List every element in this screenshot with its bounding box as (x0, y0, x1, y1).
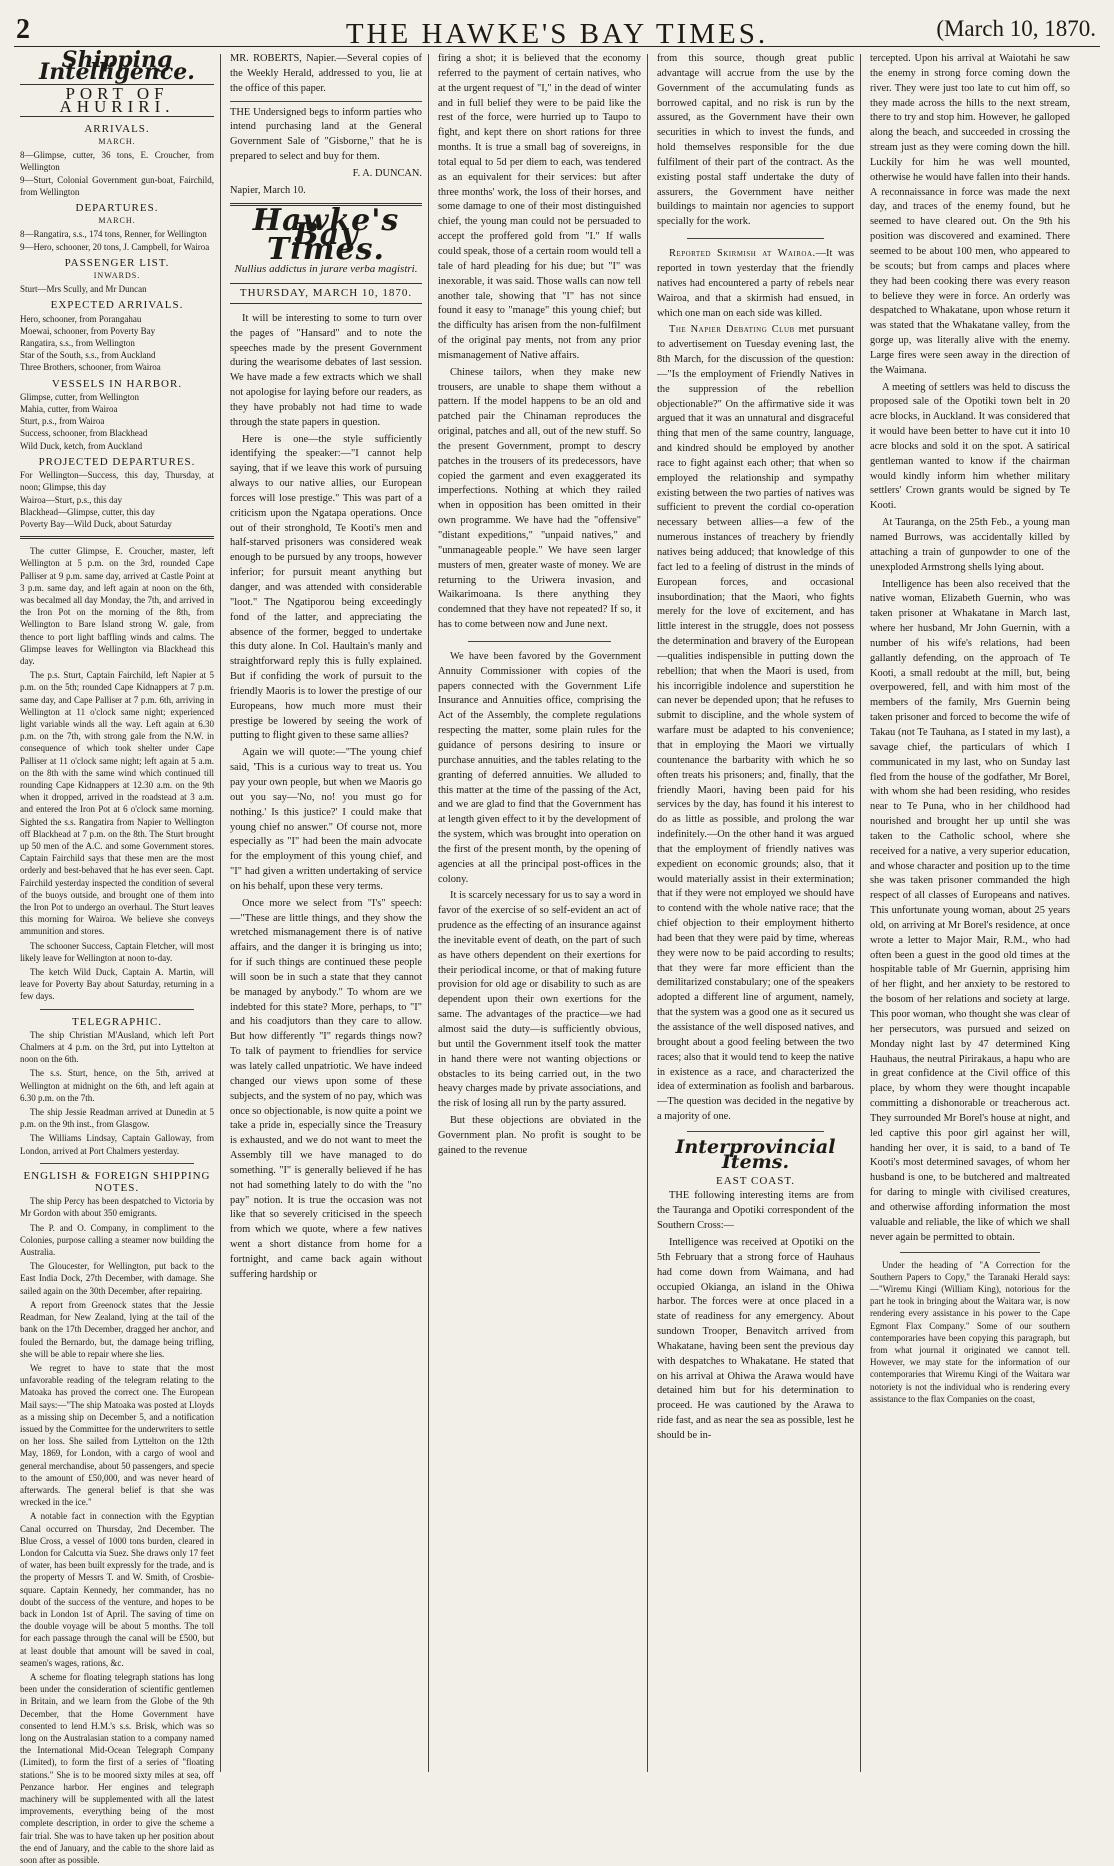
expected-item: Rangatira, s.s., from Wellington (20, 338, 135, 349)
masthead (14, 6, 1100, 50)
column-editorial-2 (432, 52, 647, 1774)
column-editorial (224, 52, 428, 1774)
vessel-item: Sturt, p.s., from Wairoa (20, 416, 105, 427)
interprovincial-paragraph: Intelligence was received at Opotiki on the 5th February that a strong force of Hauhaus had come down from Waimana, and had occupied Okianga, an island in the Ohiwa harbor. The forces were at once placed in a state of readiness for any emergency. About sundown Trooper, Benavitch arrived from Whakatane, having been sent the previous day with despatches to Whakatane. He stated that on his arrival at Ohiwa the Arawa would have detained him but for his determination to proceed. He was cautioned by the Arawa to ride fast, and as near the sea as possible, lest he should be in- (657, 1236, 854, 1441)
telegraphic-item: The s.s. Sturt, hence, on the 5th, arrived at Wellington at midnight on the 6th, and left again at 6.30 p.m. on the 7th. (20, 1068, 214, 1103)
editorial-paragraph: Once more we select from "I's" speech:—"These are little things, and they show the wretched mismanagement there is of native affairs, and the danger it is bringing us into; for if such things are continued these people will soon be in such a state that they cannot be managed by anybody." To whom are we indebted for this state? More, perhaps, to "I" and his coadjutors than they care to allow. But how differently "I" regards things now? To talk of payment to friendlies for service was lately called unpatriotic. We have indeed changed our views upon some of these subjects, and the system of no pay, which was once so objectionable, is now quite a point we take a pride in, especially since the Treasury is exhausted, and we do not want to meet the Assembly till we have managed to do something. "I" is generally believed if he has not had something lately to do with the "no pay" notion. It is true the occasion was not like that so severely criticised in the speech from which we quote, where a few natives went a short distance from home for a fortnight, and came back again without suffering hardship or (230, 897, 422, 1280)
column-interprovincial (864, 52, 1076, 1774)
motto: Nullius addictus in jurare verba magistri. (234, 263, 418, 276)
vessels-heading: VESSELS IN HARBOR. (51, 377, 183, 390)
shipping-news: The p.s. Sturt, Captain Fairchild, left Napier at 5 p.m. on the 5th; rounded Cape Kidnappers at 7 p.m. same day, and Cape Palliser at 7 p.m. 6th, arriving in Wellington at 11 o'clock same night; experienced light variable winds all the way. Left again at 6.30 p.m. on the 7th, with strong gale from the N.W. in consequence of which took shelter under Cape Palliser at 11 o'clock same night; left again at 5 a.m. on the 8th with the same wind which continued till rounding Cape Kidnappers at 12.30 a.m. on the 9th when it dropped, arrived in the roadstead at 3 a.m. and entered the Iron Pot at 6 o'clock same morning. Sighted the s.s. Rangatira from Napier to Wellington off Blackhead at 7 p.m. on the 8th. The Sturt brought up 50 men of the A.C. and some Government stores. Captain Fairchild says that these men are the most orderly and best-behaved that he has ever seen. Capt. Fairchild yesterday inspected the condition of several of the buoys outside, and brought one of them into the Iron Pot to undergo an overhaul. The Sturt leaves this morning for Wairoa. We believe she conveys ammunition and stores. (20, 670, 214, 937)
arrival-item: 8—Glimpse, cutter, 36 tons, E. Croucher, from Wellington (20, 150, 214, 173)
english-shipping-heading: ENGLISH & FOREIGN SHIPPING NOTES. (23, 1169, 211, 1195)
shipping-news: The cutter Glimpse, E. Croucher, master, left Wellington at 5 p.m. on the 3rd, rounded Cape Palliser at 9 p.m. same day, arrived at Castle Point at 3 p.m. same day, and left again at noon on the 6th, was becalmed all day Monday, the 7th, and arrived in the Iron Pot on the morning of the 8th, from Wellington to Bare Island strong W. gale, from thence to port light baffling winds and calms. The Glimpse leaves for Wellington via Blackhead this day. (20, 546, 214, 666)
interprovincial-paragraph: tercepted. Upon his arrival at Waiotahi he saw the enemy in strong force coming down the river. They were just too late to cut him off, so they made across the hills to the next stream, there to try and stop him. However, he galloped along the beach, and succeeded in crossing the stream just as they were coming down the hill. Luckily for him he was well mounted, otherwise he would have fallen into their hands. A reconnaissance in force was made the next day, and traces of the enemy found, but he seemed to have cleared out. On the 9th his position was discovered and examined. There seemed to be about 100 men, who appeared to be scouts; but from camps and places where they had been cooking there was every reason to believe they were in force. An orderly was despatched to Whakatane, upon whose return it was stated that the Whakatane valley, from the gorge up, was literally alive with the enemy. Large fires were seen away in the direction of the Waimana. (870, 53, 1070, 376)
projected-item: Poverty Bay—Wild Duck, about Saturday (20, 518, 172, 529)
newspaper-title: THE HAWKE'S BAY TIMES. (345, 18, 769, 50)
page-number: 2 (16, 14, 30, 45)
interprovincial-heading: Interprovincial Items. (675, 1135, 836, 1173)
arrival-item: 9—Sturt, Colonial Government gun-boat, Fairchild, from Wellington (20, 174, 214, 197)
departure-item: 8—Rangatira, s.s., 174 tons, Renner, for Wellington (20, 229, 207, 240)
telegraphic-item: The ship Jessie Readman arrived at Dunedin at 5 p.m. on the 9th inst., from Glasgow. (20, 1107, 214, 1130)
expected-item: Star of the South, s.s., from Auckland (20, 350, 156, 361)
annuity-paragraph: We have been favored by the Government Annuity Commissioner with copies of the papers connected with the Government Life Insurance and Annuities office, comprising the Act of the Assembly, the complete regulations respecting the matter, some plain rules for the guidance of persons desiring to insure or purchase annuities, and the tables relating to the granting of deferred annuities. We alluded to this matter at the time of the passing of the Act, and we are glad to find that the Government has at length given effect to it by the development of the system, which was brought into operation on the first of the present month, by the opening of agencies at all the principal post-offices in the colony. (438, 650, 641, 885)
notice-text: MR. ROBERTS, Napier.—Several copies of the Weekly Herald, addressed to you, lie at the office of this paper. (230, 53, 422, 94)
month-label: MARCH. (98, 137, 136, 147)
shipping-news: The schooner Success, Captain Fletcher, will most likely leave for Wellington at noon to-day. (20, 940, 214, 963)
vessel-item: Wild Duck, ketch, from Auckland (20, 440, 143, 451)
vessel-item: Success, schooner, from Blackhead (20, 428, 148, 439)
month-label: MARCH. (98, 216, 136, 226)
vessel-item: Glimpse, cutter, from Wellington (20, 391, 139, 402)
projected-heading: PROJECTED DEPARTURES. (38, 455, 196, 468)
projected-item: For Wellington—Success, this day, Thursday, at noon; Glimpse, this day (20, 470, 214, 493)
projected-item: Wairoa—Sturt, p.s., this day (20, 494, 123, 505)
skirmish-heading: Reported Skirmish at Wairoa. (669, 248, 816, 260)
departures-heading: DEPARTURES. (75, 202, 159, 215)
expected-item: Hero, schooner, from Porangahau (20, 313, 142, 324)
notice-duncan (230, 106, 422, 199)
arrivals-heading: ARRIVALS. (84, 122, 150, 135)
passenger-item: Sturt—Mrs Scully, and Mr Duncan (20, 284, 147, 295)
interprovincial-paragraph: A meeting of settlers was held to discuss the proposed sale of the Opotiki town belt in 20 acre blocks, in Auckland. It was considered that it would have been better to have cut it into 10 acre blocks and sold it on the spot. A satirical gentleman wanted to know if the chairman would kindly inform him whether military settlers' Crown grants would be signed by Te Kooti. (870, 381, 1070, 512)
shipping-heading: Shipping Intelligence. (39, 47, 195, 86)
english-item: A notable fact in connection with the Egyptian Canal occurred on Thursday, 2nd December. The Blue Cross, a vessel of 1000 tons burden, cleared in London for Calcutta via Suez. She draws only 17 feet of water, has been built expressly for the trade, and is the property of Messrs T. and W. Smith, of Crosbie-square. Captain Kennedy, her commander, has no doubt of the success of the venture, and hopes to be back in London 1st of April. The saving of time on the double voyage will be about 5 months. The toll for each passage through the canal will be £500, but at least double that amount will be saved in coal, seamen's wages, rations, &c. (20, 1511, 214, 1668)
annuity-paragraph: from this source, though great public advantage will accrue from the use by the Government of the accumulating funds as borrowed capital, and no risk is run by the assured, as the Government have their own securities in which to invest the funds, and hold themselves responsible for the due fulfilment of their part of the contract. As the existing postal staff undertake the duty of assurers, the Government have neither buildings to maintain nor agencies to support specially for the work. (657, 53, 854, 228)
english-item: The ship Percy has been despatched to Victoria by Mr Gordon with about 350 emigrants. (20, 1196, 214, 1219)
inwards-label: INWARDS. (93, 271, 141, 281)
english-item: A report from Greenock states that the Jessie Readman, for New Zealand, lying at the tail of the bank on the 17th December, dragged her anchor, and fouled the Bernardo, but, the damage being trifling, she will be able to repair where she lies. (20, 1299, 214, 1359)
issue-date: (March 10, 1870. (936, 16, 1096, 41)
english-item: A scheme for floating telegraph stations has long been under the consideration of scientific gentlemen in Britain, and we learn from the Globe of the 9th December, that the Home Government have consented to lend H.M.'s s.s. Brisk, which was so long on the Australasian station to a company named the International Mid-Ocean Telegraph Company (Limited), to form the first of a series of "floating stations." She is to be moored sixty miles at sea, off Penzance harbor. Her engines and telegraph machinery will be supplemented with all the latest improvements, everything being of the most complete description, in order to give the scheme a fair trial. She was to have taken up her position about the end of January, and the cable to the shore laid as soon after as possible. (20, 1671, 214, 1866)
debate-heading: The Napier Debating Club (669, 324, 795, 336)
expected-item: Moewai, schooner, from Poverty Bay (20, 325, 156, 336)
column-rule (428, 54, 429, 1772)
annuity-paragraph: It is scarcely necessary for us to say a word in favor of the exercise of so self-evident an act of prudence as the effecting of an insurance against the inevitable event of death, on the part of such as have others dependent on their exertions for their periodical income, or that of making future provision for old age or disability to such as are dependent upon their own exertions for the same. The advantages of the practice—we had almost said the duty—is sufficiently obvious, but until the Government itself took the matter in hand there were not wanting objections or obstacles to its being carried out, in the two heavy charges made by private associations, and the risk of losing all run by the party assured. (438, 890, 642, 1110)
column-rule (220, 54, 221, 1772)
notice-roberts (230, 52, 422, 97)
telegraphic-item: The Williams Lindsay, Captain Galloway, from London, arrived at Port Chalmers yesterday. (20, 1133, 214, 1156)
notice-place: Napier, March 10. (230, 184, 306, 196)
editorial-paragraph: Again we will quote:—"The young chief said, 'This is a curious way to treat us. You pay your own people, but when we Maoris go out you say—'No, no! you must go for nothing.' Is this justice?' I could make that young chief no answer." Of course not, more especially as "I" had been the main advocate for the employment of this young chief, and "I" had given a written undertaking of service on his behalf, upon these very terms. (230, 747, 422, 892)
passenger-heading: PASSENGER LIST. (64, 256, 170, 269)
departure-item: 9—Hero, schooner, 20 tons, J. Campbell, for Wairoa (20, 241, 210, 252)
telegraphic-item: The ship Christian M'Ausland, which left Port Chalmers at 4 p.m. on the 3rd, put into Lyttelton at noon on the 6th. (20, 1029, 214, 1065)
skirmish-text: —It was reported in town yesterday that the friendly natives had encountered a party of rebels near Wairoa, and that a skirmish had ensued, in which one man on each side was killed. (657, 248, 855, 319)
editorial-paragraph: firing a shot; it is believed that the economy referred to the payment of certain natives, who at the urgent request of "I," in the dead of winter and in full belief they were to be paid like the rest of the force, were hurried up to Taupo to fight, and kept there on short rations for three months. It is true a small bag of sovereigns, in total equal to 5d per diem to each, was tendered as an equivalent for their services: but after three months' work, the loss of their horses, and some damage to one of their most distinguished chief, the young man could not be persuaded to accept the proffered gold from "I." If walls could speak, those of a certain room would tell a tale of hard pleading for his due; but "I" was inexorable, it was said. Those walls can now tell another tale, showing that "I" has not since found it easy to "manage" this young chief; but the difficulty has arisen from the non-fulfilment of the original pay ments, not from any prior mismanagement of Native affairs. (438, 53, 641, 361)
english-item: The Gloucester, for Wellington, put back to the East India Dock, 27th December, with damage. She sailed again on the 30th December, after repairing. (20, 1261, 214, 1296)
notice-text: THE Undersigned begs to inform parties who intend purchasing land at the General Government Sale of "Gisborne," that he is prepared to select and buy for them. (230, 106, 422, 163)
column-shipping (14, 47, 220, 1866)
interprovincial-paragraph: Intelligence has been also received that the native woman, Elizabeth Guernin, who was taken prisoner at Whakatane in March last, where her husband, Mr John Guernin, with a number of his wife's relations, had been gallantly defending, on the approach of Te Kooti, a small redoubt at the mill, but, being overpowered, fell, and with him most of the members of the family, Mrs Guernin being taken prisoner and forced to become the wife of Takau (not Te Tauhana, as I stated in my last), a savage chief, the particulars of which I communicated in my last, who on Sunday last fled from the house of the godfather, Mr Borel, with whom she had been residing, who resides near to Te Puna, who in her childhood had nourished and brought her up until she was taken to the Catholic school, where she received for a native, a very superior education, and whose character and position up to the time she was taken prisoner commanded the high respect of all classes of Europeans and natives. This unfortunate young woman, about 25 years old, on arriving at Mr Borel's residence, at once wrote a letter to Major Mair, R.M., who had often been a guest in the good old times at the hospitable table of Mr Guernin, apprising him of her flight, and her anxiety to be restored to the bosom of her relations and society at large. This poor woman, who thought she was clear of her persecutors, was pursued and seized on Monday night last by 47 determined King Hauhaus, the neutral Pirirakaus, a hapu who are in great confidence at the Civil office of this place, by whom they were thought incapable committing a dishonorable or treacherous act. They surrounded Mr Borel's house at night, and led captive this poor girl against her will, handing her over, it is said, to a band of Te Kooti's most determined savages, of whom her husband is one, to be butchered and maltreated for daring to mingle with civilised creatures, and otherwise affording information the most valuable and reliable, the like of which we shall never again be permitted to obtain. (870, 578, 1070, 1243)
final-paragraph: Under the heading of "A Correction for the Southern Papers to Copy," the Taranaki Herald says:—"Wiremu Kingi (William King), notorious for the part he took in bringing about the Waitara war, is now rendering every assistance in his power to the Cape Egmont Flax Company." Some of our southern contemporaries have been copying this paragraph, but from what journal it originated we cannot tell. However, we may state for the information of our contemporaries that Wiremu Kingi of the Waitara war notoriety is not the individual who is rendering every assistance to the flax Companies on the coast, (870, 1259, 1070, 1404)
telegraphic-heading: TELEGRAPHIC. (72, 1015, 162, 1028)
expected-heading: EXPECTED ARRIVALS. (50, 299, 184, 312)
interprovincial-intro: THE following interesting items are from the Tauranga and Opotiki correspondent of the Southern Cross:— (657, 1190, 854, 1232)
projected-item: Blackhead—Glimpse, cutter, this day (20, 506, 155, 517)
shipping-news: The ketch Wild Duck, Captain A. Martin, will leave for Poverty Bay about Saturday, returning in a few days. (20, 967, 214, 1002)
annuity-paragraph: But these objections are obviated in the Government plan. No profit is sought to be gained to the revenue (438, 1115, 641, 1156)
debate-text: met pursuant to advertisement on Tuesday evening last, the 8th March, for the discussion of the question:—"Is the employment of Friendly Natives in the suppression of the rebellion objectionable?" On the affirmative side it was argued that it was an unnatural and disgraceful thing that men of the same country, language, and kindred should be employed by another race to fight against each other; that when so employed the relationship and sympathy existing between the two parties of natives was sufficient to prevent the cordial co-operation necessary between allies—a few of the numerous instances of treachery by friendly natives being adduced; that knowledge of this fact led to a feeling of distrust in the minds of European forces, and occasional insubordination; that the Maori, who fights merely for the love of excitement, and has little interest in the struggle, does not possess the determination and bravery of the European—qualities indispensible in putting down the rebellion; that when the Maori is used, from his incorrigible indolence and superstition he can never be depended upon; that he refuses to submit to discipline, and the whole system of warfare must be adapted to his convenience; that in employing the Maori we virtually countenance the barbarity with which he so often treats his prisoners; and, finally, that the friendly Maori, having been paid for his services by the day, has found it his interest to do as little as possible, and prolong the war indefinitely.—On the other hand it was argued that the employment of friendly natives was expedient on economic grounds; also, that it would materially assist in their extermination; that if they were not employed we should have to contend with the whole native race; that the chief objection to their employment hitherto had been that they were paid by time, whereas they were now to be paid according to results; that they were far more efficient than the demilitarized constabulary; one of the speakers adopted a different line of argument, namely, that the system was a good one as it secured us the assistance of the well disposed natives, and brought about a good feeling between the two races; also that it would tend to keep the native in existence as a race, and characterized the idea of extermination as foolish and barbarous.—The question was decided in the negative by a majority of one. (657, 324, 854, 1123)
column-local (651, 52, 860, 1774)
port-heading: PORT OF AHURIRI. (20, 84, 214, 116)
dateline: THURSDAY, MARCH 10, 1870. (230, 283, 422, 304)
editorial-paragraph: It will be interesting to some to turn over the pages of "Hansard" and to note the speeches made by the present Government during the wearisome debates of last session. We have made a few extracts which we shall not apologise for laying before our readers, as they have probably not had time to wade through the state papers in question. (230, 312, 422, 428)
editorial-paragraph: Here is one—the style sufficiently identifying the speaker:—"I cannot help saying, that if we leave this work of pursuing always to our native allies, our European forces will lose prestige." This was part of a criticism upon the Ngatapa operations. Once out of their stronghold, Te Kooti's men and half-starved prisoners was considered weak enough to be pursued by any troops, however inferior; for pursuit meant anything but danger, and was attended with considerable "loot." The Ngatiporou being exceedingly fond of the latter, and appreciating the absence of the former, begged to undertake this duty alone. In Col. Haultain's manly and straightforward reply this is fully explained. But if confiding the work of pursuit to the friendly Maoris is to lower the prestige of our Europeans, how much more must their prestige be lowered by seeing the work of putting to flight given to these same allies? (230, 433, 422, 742)
notice-signature: F. A. DUNCAN. (352, 167, 422, 179)
expected-item: Three Brothers, schooner, from Wairoa (20, 362, 161, 373)
column-rule (860, 54, 861, 1772)
vessel-item: Mahia, cutter, from Wairoa (20, 404, 118, 415)
editorial-paragraph: Chinese tailors, when they make new trousers, are unable to shape them without a pattern. If the model happens to be an old and patched pair the Chinaman reproduces the original, patches and all, out of the new stuff. So the present Government, prompt to descry patches in the trousers of its predecessors, have copied the garment and even exaggerated its imperfections. Nothing at which they railed when in opposition has been omitted in their own programme. We have had the "offensive" "distant expeditions," "unpaid natives," and "unmanageable people." We have seen larger musters of men, greater waste of money. We are returning to the Uriwera invasion, and Waikarimoana. Is there anything they condemned that they have not repeated? If so, it has to come between now and June next. (438, 366, 641, 631)
column-rule (647, 54, 648, 1772)
english-item: We regret to have to state that the most unfavorable reading of the telegram relating to the Matoaka has proved the correct one. The European Mail says:—"The ship Matoaka was posted at Lloyds as a missing ship on December 5, and a notification issued by the Committee for the underwriters to settle on her loss. She sailed from Lyttelton on the 12th May, 1869, for London, with a cargo of wool and general merchandise, about 50 passengers, and specie to the amount of £50,000, and was never heard of afterwards. The general belief is that she was wrecked in the ice." (20, 1362, 214, 1508)
interprovincial-paragraph: At Tauranga, on the 25th Feb., a young man named Burrows, was accidentally killed by attaching a train of gunpowder to one of the unexploded Armstrong shells lying about. (870, 517, 1070, 573)
paper-title: Hawke's Bay Times. (252, 202, 400, 268)
east-coast-heading: EAST COAST. (715, 1174, 796, 1187)
english-item: The P. and O. Company, in compliment to the Colonies, purpose calling a steamer now building the Australia. (20, 1222, 214, 1258)
